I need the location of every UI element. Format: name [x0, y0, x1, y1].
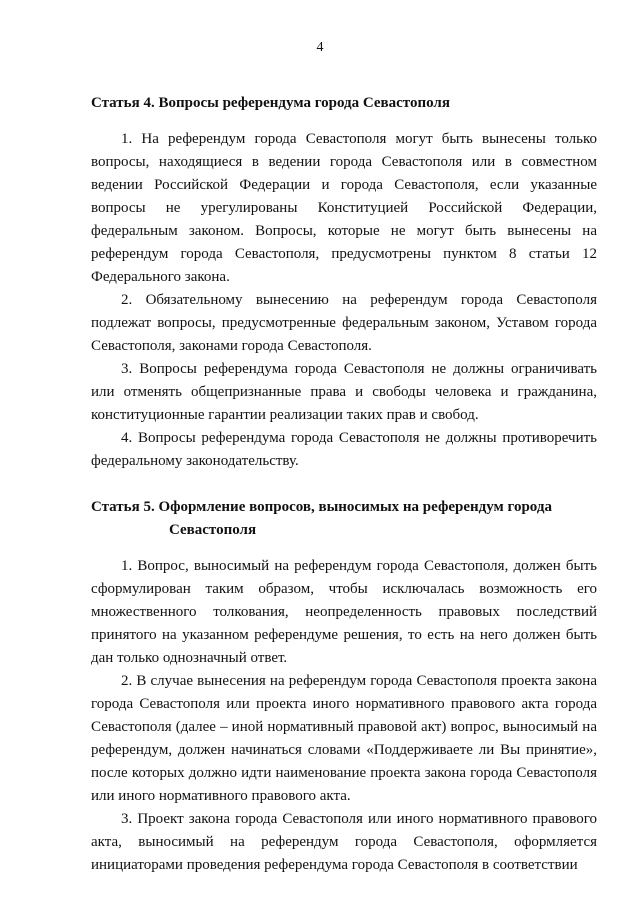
article-4-paragraph-4: 4. Вопросы референдума города Севастополя не должны противоречить федеральному законодательству. — [91, 430, 597, 469]
article-5-paragraph-3: 3. Проект закона города Севастополя или иного нормативного правового акта, выносимый на референдум города Севастополя, оформляется инициаторами проведения референдума города Севастополя в соответствии — [91, 811, 597, 873]
article-4-heading: Статья 4. Вопросы референдума города Севастополя — [91, 95, 450, 111]
article-5-heading: Статья 5. Оформление вопросов, выносимых на референдум города Севастополя — [91, 499, 552, 538]
page-number: 4 — [316, 40, 324, 55]
article-5-paragraph-2: 2. В случае вынесения на референдум города Севастополя проекта закона города Севастополя или проекта иного нормативного правового акта города Севастополя (далее – иной нормативный правовой акт) вопрос, выносимый на референдум, должен начинаться словами «Поддерживаете ли Вы принятие», после которых должно идти наименование проекта закона города Севастополя или иного нормативного правового акта. — [91, 673, 597, 804]
article-4-paragraph-1: 1. На референдум города Севастополя могут быть вынесены только вопросы, находящиеся в ведении города Севастополя или в совместном ведении Российской Федерации и города Севастополя, если указанные вопросы не урегулированы Конституцией Российской Федерации, федеральным законом. Вопросы, которые не могут быть вынесены на референдум города Севастополя, предусмотрены пунктом 8 статьи 12 Федерального закона. — [91, 131, 597, 285]
article-4-paragraph-2: 2. Обязательному вынесению на референдум города Севастополя подлежат вопросы, предусмотренные федеральным законом, Уставом города Севастополя, законами города Севастополя. — [91, 292, 597, 354]
article-4-paragraph-3: 3. Вопросы референдума города Севастополя не должны ограничивать или отменять общепризнанные права и свободы человека и гражданина, конституционные гарантии реализации таких прав и свобод. — [91, 361, 597, 423]
article-5-paragraph-1: 1. Вопрос, выносимый на референдум города Севастополя, должен быть сформулирован таким образом, чтобы исключалась возможность его множественного толкования, неопределенность правовых последствий принятого на указанном референдуме решения, то есть на него должен быть дан только однозначный ответ. — [91, 558, 597, 666]
document-body — [91, 92, 597, 877]
